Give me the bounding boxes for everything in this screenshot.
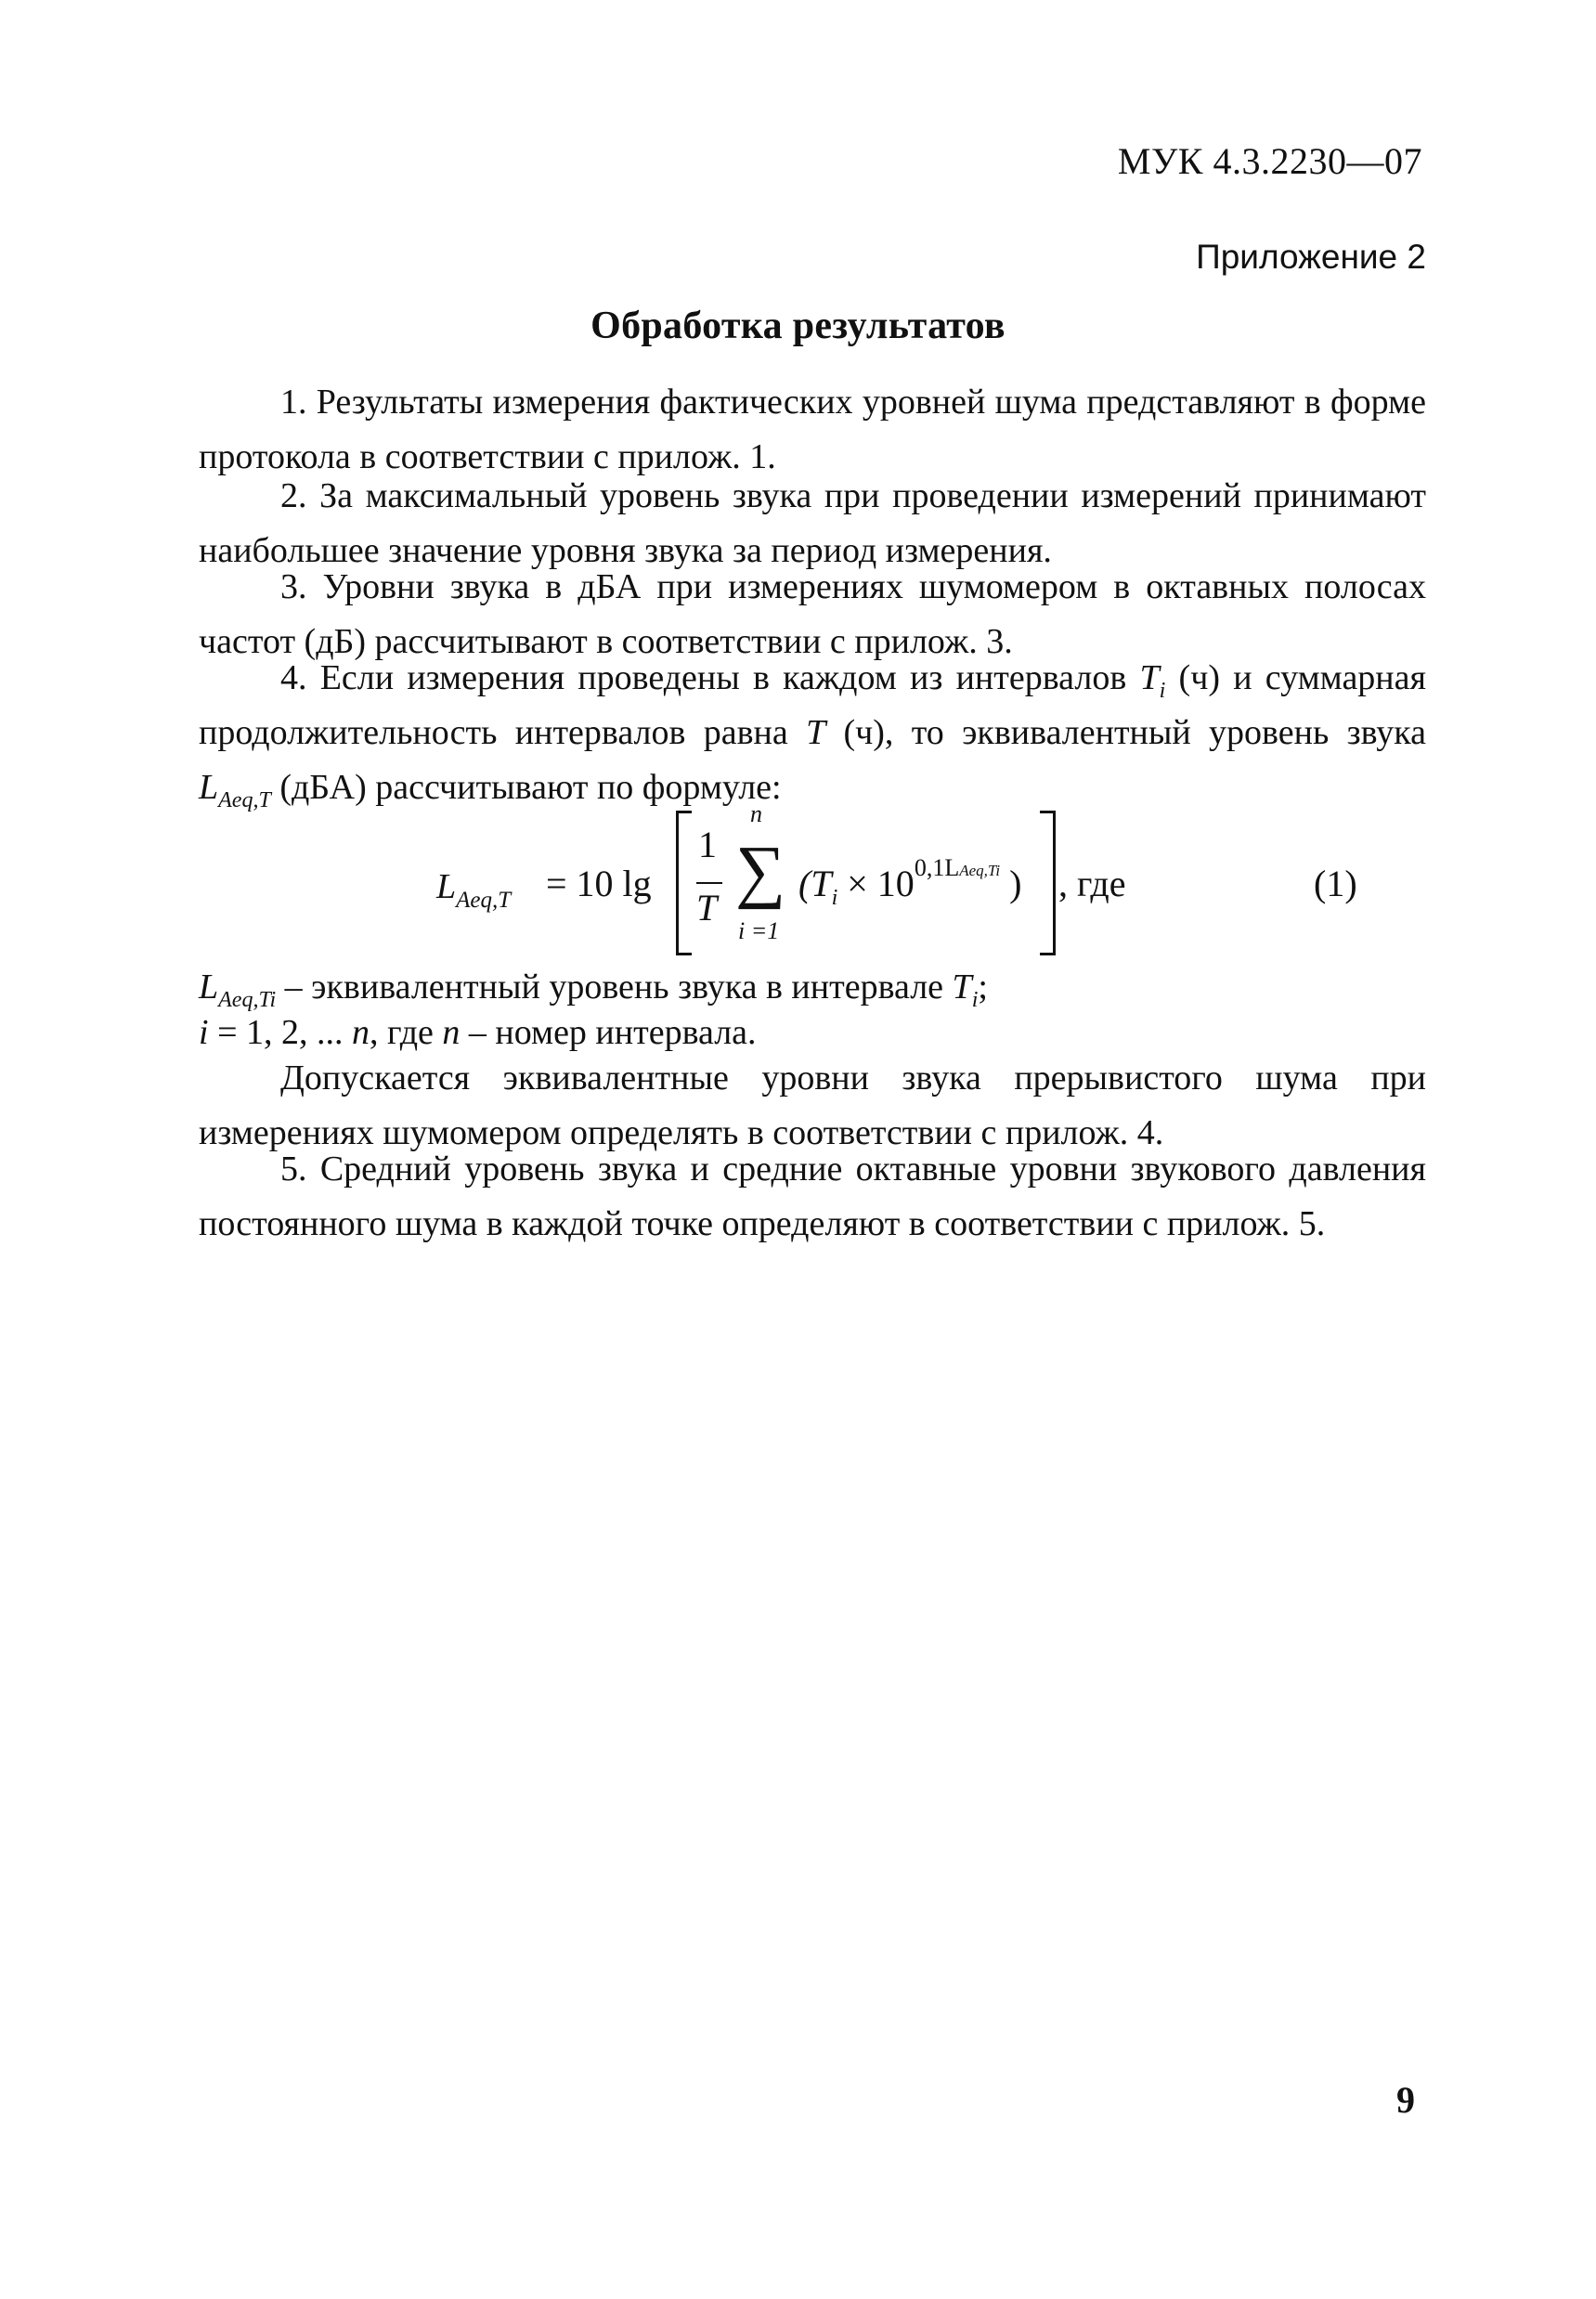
total-duration-symbol: T xyxy=(806,713,826,752)
document-code: МУК 4.3.2230—07 xyxy=(1117,140,1422,182)
def-n-symbol: n xyxy=(352,1013,370,1052)
formula-equals: = 10 lg xyxy=(546,863,652,904)
formula-sum-lower: i =1 xyxy=(738,917,780,944)
formula-body-subscript: i xyxy=(831,886,838,910)
paragraph-allowance: Допускается эквивалентные уровни звука прерывистого шума при измерениях шумомером определять в соответствии с прилож. 4. xyxy=(199,1059,1426,1152)
formula-fraction-denominator: T xyxy=(696,887,718,929)
paragraph-2: 2. За максимальный уровень звука при проведении измерений принимают наибольшее значение уровня звука за период измерения. xyxy=(199,476,1426,570)
paragraph-3: 3. Уровни звука в дБА при измерениях шумомером в октавных полосах частот (дБ) рассчитывают в соответствии с прилож. 3. xyxy=(199,567,1426,661)
level-symbol: L xyxy=(199,768,219,807)
formula-fraction-line xyxy=(696,882,722,884)
formula-exponent: 0,1LAeq,Ti xyxy=(914,854,1001,881)
paragraph-4-text-c: (ч), то эквивалентный уровень звука xyxy=(825,713,1426,752)
def-index-symbol: i xyxy=(199,1013,209,1052)
formula-sum-upper: n xyxy=(750,800,762,827)
formula-where: , где xyxy=(1058,863,1126,904)
appendix-label: Приложение 2 xyxy=(1196,238,1426,276)
definition-index: i = 1, 2, ... n, где n – номер интервала. xyxy=(199,1013,757,1052)
paragraph-4-text-b: (ч) и суммарная продолжительность интервалов равна xyxy=(199,658,1426,752)
definition-level: $L_{Aeq,Ti}$ – эквивалентный уровень звука в интервале $T_i$; xyxy=(199,968,988,1012)
formula-left-bracket xyxy=(676,811,692,955)
formula-right-bracket xyxy=(1040,811,1056,955)
equivalent-level-formula xyxy=(436,800,1365,964)
interval-symbol: T xyxy=(1139,658,1160,697)
formula-exponent-subscript: Aeq,Ti xyxy=(959,862,1001,879)
formula-lhs-subscript: Aeq,T xyxy=(456,888,512,913)
def-level-text: – эквивалентный уровень звука в интервале xyxy=(276,968,953,1007)
formula-number: (1) xyxy=(1314,863,1357,904)
page-title: Обработка результатов xyxy=(590,305,1006,347)
paragraph-4 xyxy=(199,651,1426,815)
def-n-symbol-2: n xyxy=(442,1013,461,1052)
def-level-subscript: Aeq,Ti xyxy=(218,988,277,1012)
def-interval-symbol: T xyxy=(952,968,972,1007)
page-number: 9 xyxy=(1396,2079,1415,2121)
formula-sum-body: ($T_i \times 10^{0,1LAeq,Ti}$ ) xyxy=(798,854,1022,910)
paragraph-4-text-a: 4. Если измерения проведены в каждом из интервалов xyxy=(280,658,1140,697)
interval-subscript: i xyxy=(1159,679,1166,703)
def-interval-subscript: i xyxy=(971,988,979,1012)
paragraph-4-text-d: (дБА) рассчитывают по формуле: xyxy=(270,768,782,807)
paragraph-1: 1. Результаты измерения фактических уровней шума представляют в форме протокола в соответствии с прилож. 1. xyxy=(199,383,1426,476)
paragraph-5: 5. Средний уровень звука и средние октавные уровни звукового давления постоянного шума в каждой точке определяют в соответствии с прилож. 5. xyxy=(199,1150,1426,1243)
level-subscript: Aeq,T xyxy=(218,788,271,812)
formula-lhs: $L_{Aeq,T}$ xyxy=(436,867,512,913)
formula-fraction-numerator: 1 xyxy=(698,824,717,865)
formula-sum-symbol: ∑ xyxy=(735,832,786,910)
def-level-symbol: L xyxy=(199,968,219,1007)
